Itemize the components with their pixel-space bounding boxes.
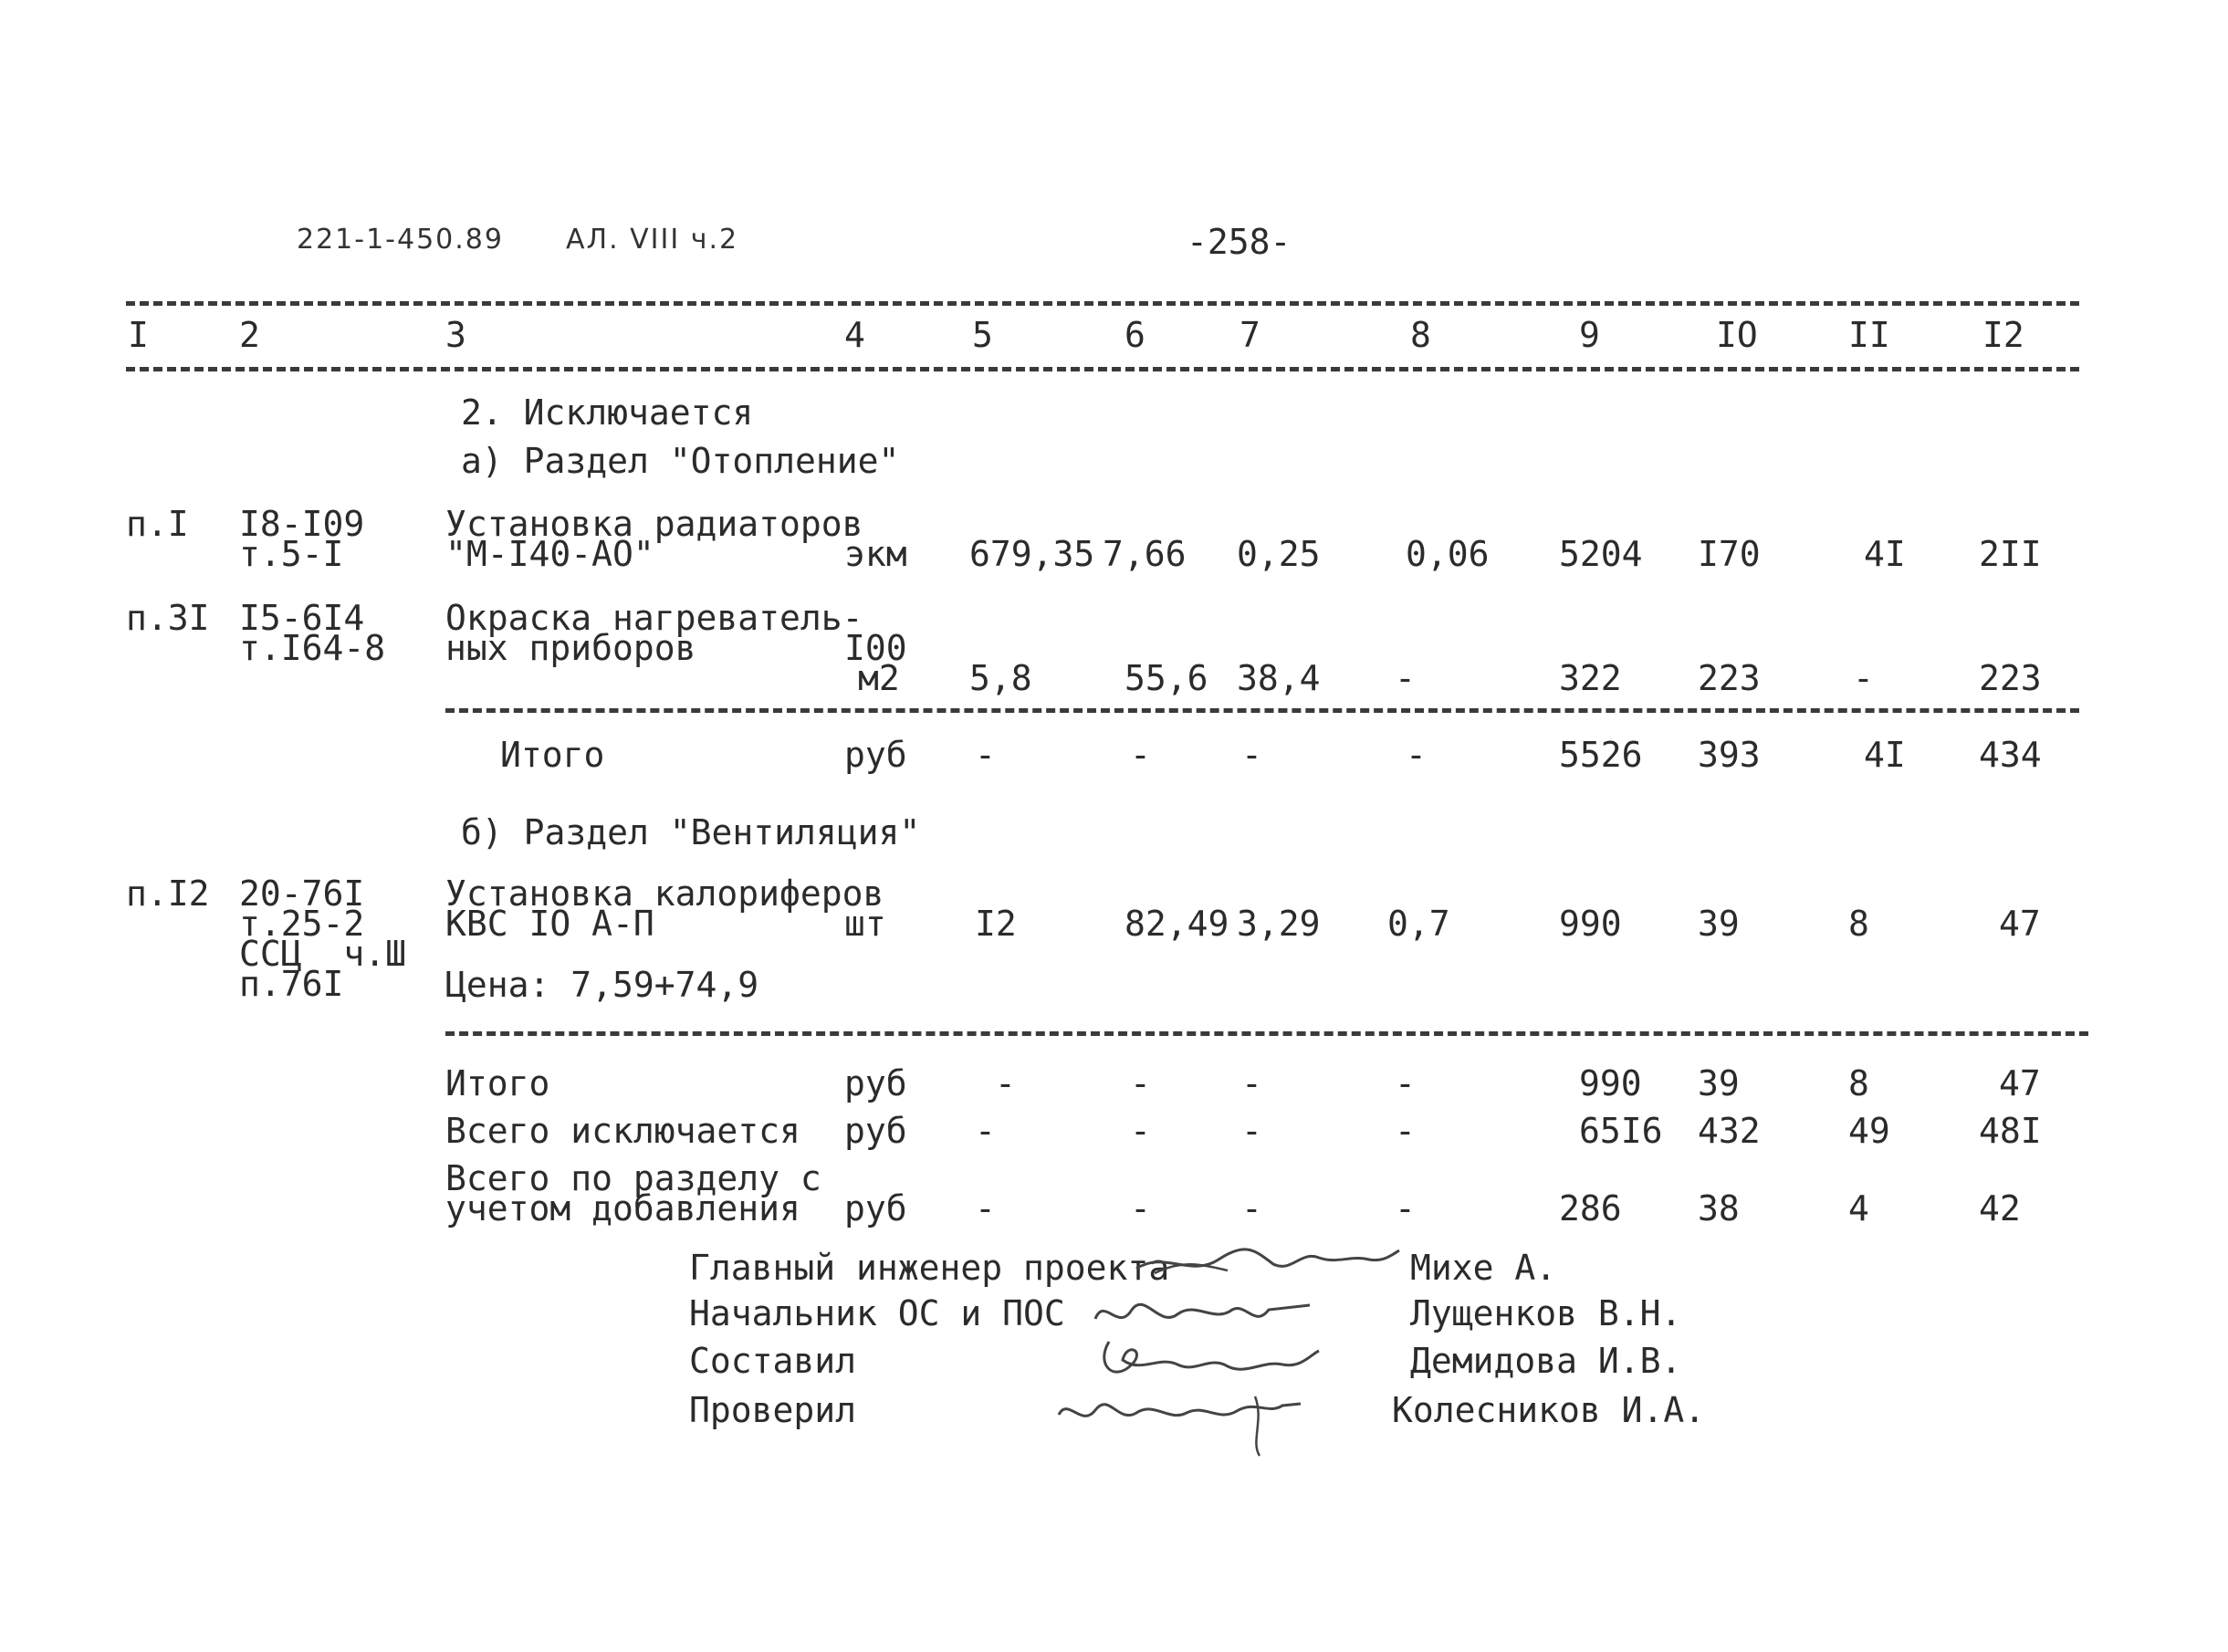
- cell-5: 679,35: [969, 534, 1095, 574]
- col-12: I2: [1982, 315, 2024, 355]
- cell-9: 5204: [1559, 534, 1643, 574]
- col-7: 7: [1240, 315, 1260, 355]
- section-title: 2. Исключается: [461, 392, 754, 433]
- cell-11: 8: [1848, 904, 1869, 944]
- cell-5: -: [975, 1111, 996, 1151]
- cell-12: 47: [1999, 1063, 2041, 1103]
- cell-8: 0,7: [1387, 904, 1450, 944]
- cell-6: -: [1130, 1188, 1151, 1229]
- subsection-b-title: б) Раздел "Вентиляция": [461, 812, 921, 852]
- cell-6: -: [1130, 1063, 1151, 1103]
- cell-6: -: [1130, 1111, 1151, 1151]
- cell-7: -: [1241, 1063, 1262, 1103]
- col-5: 5: [972, 315, 993, 355]
- cell-11: -: [1853, 658, 1874, 698]
- col-2: 2: [239, 315, 260, 355]
- cell-10: 39: [1698, 904, 1740, 944]
- col-6: 6: [1124, 315, 1145, 355]
- cell-6: 7,66: [1103, 534, 1187, 574]
- cell-12: 434: [1979, 735, 2042, 775]
- cell-8: -: [1395, 1188, 1416, 1229]
- cell-12: 42: [1979, 1188, 2021, 1229]
- cell-11: 4I: [1864, 735, 1906, 775]
- row-name: Установка калориферов: [445, 873, 884, 914]
- signature-role: Составил: [689, 1341, 857, 1381]
- cell-12: 223: [1979, 658, 2042, 698]
- row-code-table: т.5-I: [239, 534, 344, 574]
- cell-11: 4: [1848, 1188, 1869, 1229]
- cell-7: -: [1241, 1111, 1262, 1151]
- page-number: -258-: [1187, 222, 1292, 262]
- row-number: п.I2: [126, 873, 210, 914]
- cell-10: 432: [1698, 1111, 1761, 1151]
- cell-12: 2II: [1979, 534, 2042, 574]
- cell-8: -: [1406, 735, 1427, 775]
- cell-12: 48I: [1979, 1111, 2042, 1151]
- row-name-cont: "М-I40-АО": [445, 534, 654, 574]
- col-3: 3: [445, 315, 466, 355]
- row-code: I5-6I4: [239, 598, 365, 638]
- row-price: Цена: 7,59+74,9: [445, 965, 759, 1005]
- cell-6: 55,6: [1124, 658, 1208, 698]
- signature-name: Колесников И.А.: [1392, 1390, 1706, 1430]
- row-unit: экм: [844, 534, 907, 574]
- col-8: 8: [1410, 315, 1431, 355]
- col-4: 4: [844, 315, 865, 355]
- cell-7: 3,29: [1237, 904, 1321, 944]
- row-number: п.I: [126, 504, 189, 544]
- divider-subtotal-a: [445, 708, 2079, 713]
- row-number: п.3I: [126, 598, 210, 638]
- cell-5: -: [995, 1063, 1016, 1103]
- row-name-cont: ных приборов: [445, 628, 696, 668]
- handwritten-signature-checker: [1050, 1378, 1305, 1460]
- row-code: 20-76I: [239, 873, 365, 914]
- cell-8: 0,06: [1406, 534, 1490, 574]
- signature-role: Главный инженер проекта: [689, 1248, 1170, 1288]
- row-unit-top: I00: [844, 628, 907, 668]
- total-label: Всего по разделу с: [445, 1158, 821, 1198]
- col-10: IO: [1716, 315, 1758, 355]
- cell-5: I2: [975, 904, 1017, 944]
- cell-7: -: [1241, 1188, 1262, 1229]
- divider-top: [126, 301, 2079, 306]
- signature-name: Лущенков В.Н.: [1410, 1293, 1682, 1333]
- cell-9: 990: [1579, 1063, 1642, 1103]
- album-label: АЛ. VIII ч.2: [566, 224, 739, 256]
- cell-9: 990: [1559, 904, 1622, 944]
- total-unit: руб: [844, 1063, 907, 1103]
- total-unit: руб: [844, 1188, 907, 1229]
- row-name-cont: КВС IO А-П: [445, 904, 654, 944]
- signature-role: Проверил: [689, 1390, 857, 1430]
- cell-11: 4I: [1864, 534, 1906, 574]
- cell-10: I70: [1698, 534, 1761, 574]
- row-code-ssc: ССЦ ч.Ш: [239, 934, 407, 974]
- cell-7: -: [1241, 735, 1262, 775]
- row-code-item: п.76I: [239, 964, 344, 1004]
- col-9: 9: [1579, 315, 1600, 355]
- cell-5: -: [975, 1188, 996, 1229]
- total-unit: руб: [844, 1111, 907, 1151]
- row-unit: шт: [844, 904, 886, 944]
- cell-5: 5,8: [969, 658, 1032, 698]
- cell-10: 38: [1698, 1188, 1740, 1229]
- cell-8: -: [1395, 1111, 1416, 1151]
- row-name: Установка радиаторов: [445, 504, 863, 544]
- cell-9: 65I6: [1579, 1111, 1663, 1151]
- cell-12: 47: [1999, 904, 2041, 944]
- total-unit: руб: [844, 735, 907, 775]
- subsection-a-title: а) Раздел "Отопление": [461, 441, 900, 481]
- signature-name: Михе А.: [1410, 1248, 1557, 1288]
- cell-7: 0,25: [1237, 534, 1321, 574]
- cell-6: -: [1130, 735, 1151, 775]
- signature-name: Демидова И.В.: [1410, 1341, 1682, 1381]
- cell-5: -: [975, 735, 996, 775]
- row-code-table: т.I64-8: [239, 628, 386, 668]
- cell-10: 393: [1698, 735, 1761, 775]
- row-unit: м2: [858, 658, 900, 698]
- handwritten-signature-chief-engineer: [1127, 1232, 1401, 1287]
- cell-8: -: [1395, 658, 1416, 698]
- divider-header: [126, 367, 2079, 371]
- divider-subtotal-b: [445, 1031, 2088, 1036]
- total-label-cont: учетом добавления: [445, 1188, 800, 1229]
- row-name: Окраска нагреватель-: [445, 598, 863, 638]
- cell-11: 49: [1848, 1111, 1890, 1151]
- total-label: Итого: [445, 1063, 550, 1103]
- cell-9: 286: [1559, 1188, 1622, 1229]
- cell-6: 82,49: [1124, 904, 1229, 944]
- row-code: I8-I09: [239, 504, 365, 544]
- total-label: Итого: [500, 735, 605, 775]
- cell-10: 39: [1698, 1063, 1740, 1103]
- col-11: II: [1848, 315, 1890, 355]
- cell-9: 5526: [1559, 735, 1643, 775]
- col-1: I: [128, 315, 149, 355]
- cell-11: 8: [1848, 1063, 1869, 1103]
- row-code-table: т.25-2: [239, 904, 365, 944]
- signature-role: Начальник ОС и ПОС: [689, 1293, 1065, 1333]
- cell-7: 38,4: [1237, 658, 1321, 698]
- cell-8: -: [1395, 1063, 1416, 1103]
- total-label: Всего исключается: [445, 1111, 800, 1151]
- cell-10: 223: [1698, 658, 1761, 698]
- doc-code: 221-1-450.89: [297, 224, 504, 256]
- cell-9: 322: [1559, 658, 1622, 698]
